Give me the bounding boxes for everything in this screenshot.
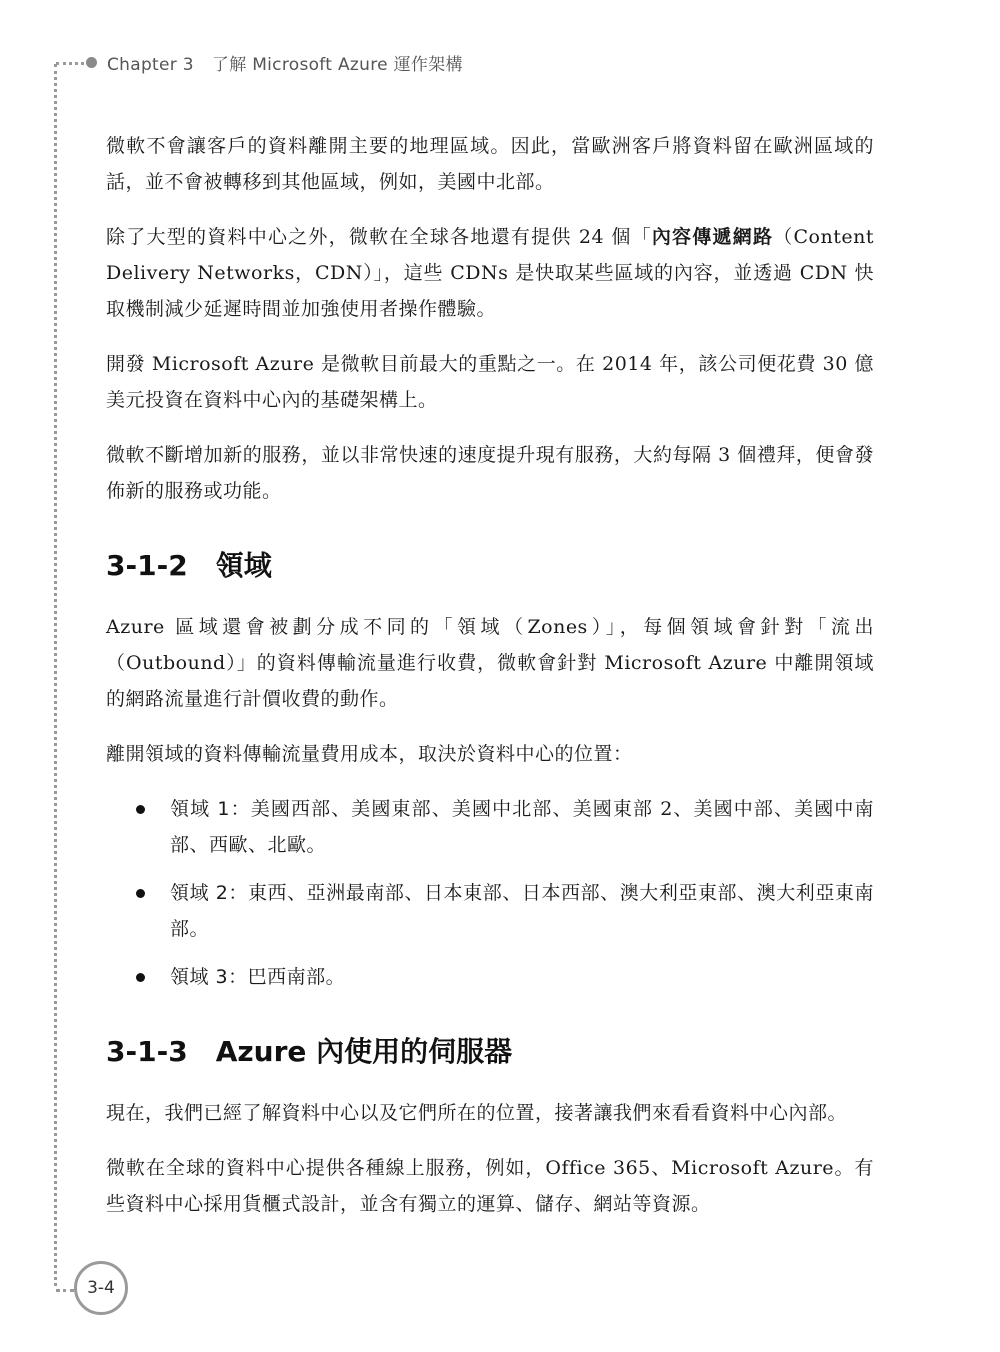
header-bullet-icon <box>86 57 97 68</box>
header-dotted-leader <box>56 62 84 65</box>
zone-regions: 東西、亞洲最南部、日本東部、日本西部、澳大利亞東部、澳大利亞東南部。 <box>170 882 874 940</box>
bullet-icon <box>136 805 145 814</box>
margin-dotted-rule <box>54 64 57 1286</box>
paragraph-zones-intro: Azure 區域還會被劃分成不同的「領域（Zones）」，每個領域會針對「流出（Outbound）」的資料傳輸流量進行收費，微軟會針對 Microsoft Azure 中離開領域的網路流量進行計價收費的動作。 <box>106 616 874 710</box>
chapter-title: 了解 Microsoft Azure 運作架構 <box>211 55 463 75</box>
paragraph-investment: 開發 Microsoft Azure 是微軟目前最大的重點之一。在 2014 年，該公司便花費 30 億美元投資在資料中心內的基礎架構上。 <box>106 353 874 411</box>
zone-regions: 巴西南部。 <box>247 966 346 988</box>
footer-dotted-leader <box>56 1289 74 1292</box>
chapter-label: Chapter 3 <box>107 55 194 75</box>
list-item <box>106 875 874 947</box>
running-head <box>107 50 463 75</box>
cdn-text-before: 除了大型的資料中心之外，微軟在全球各地還有提供 24 個「 <box>106 226 652 248</box>
section-heading-zones: 3-1-2 領域 <box>106 549 272 582</box>
bullet-icon <box>136 973 145 982</box>
section-heading-servers: 3-1-3 Azure 內使用的伺服器 <box>106 1035 513 1068</box>
bullet-icon <box>136 889 145 898</box>
list-item <box>106 791 874 863</box>
paragraph-data-residency: 微軟不會讓客戶的資料離開主要的地理區域。因此，當歐洲客戶將資料留在歐洲區域的話，並不會被轉移到其他區域，例如，美國中北部。 <box>106 135 874 193</box>
cdn-term: 內容傳遞網路 <box>651 226 774 248</box>
page-number: 3-4 <box>74 1261 128 1315</box>
paragraph-cdn <box>106 219 874 327</box>
zone-label: 領域 2： <box>170 882 248 904</box>
list-item <box>106 959 874 995</box>
cdn-text-after: （Content Delivery Networks，CDN）」，這些 CDNs 是快取某些區域的內容，並透過 CDN 快取機制減少延遲時間並加強使用者操作體驗。 <box>106 226 874 320</box>
paragraph-zones-cost: 離開領域的資料傳輸流量費用成本，取決於資料中心的位置： <box>106 743 633 765</box>
zone-label: 領域 3： <box>170 966 248 988</box>
paragraph-online-services: 微軟在全球的資料中心提供各種線上服務，例如，Office 365、Microsoft Azure。有些資料中心採用貨櫃式設計，並含有獨立的運算、儲存、網站等資源。 <box>106 1157 874 1215</box>
paragraph-datacenter-inside: 現在，我們已經了解資料中心以及它們所在的位置，接著讓我們來看看資料中心內部。 <box>106 1102 848 1124</box>
page-content <box>106 128 874 1241</box>
zones-list <box>106 791 874 995</box>
zone-regions: 美國西部、美國東部、美國中北部、美國東部 2、美國中部、美國中南部、西歐、北歐。 <box>170 798 874 856</box>
paragraph-new-services: 微軟不斷增加新的服務，並以非常快速的速度提升現有服務，大約每隔 3 個禮拜，便會發佈新的服務或功能。 <box>106 444 874 502</box>
zone-label: 領域 1： <box>170 798 251 820</box>
